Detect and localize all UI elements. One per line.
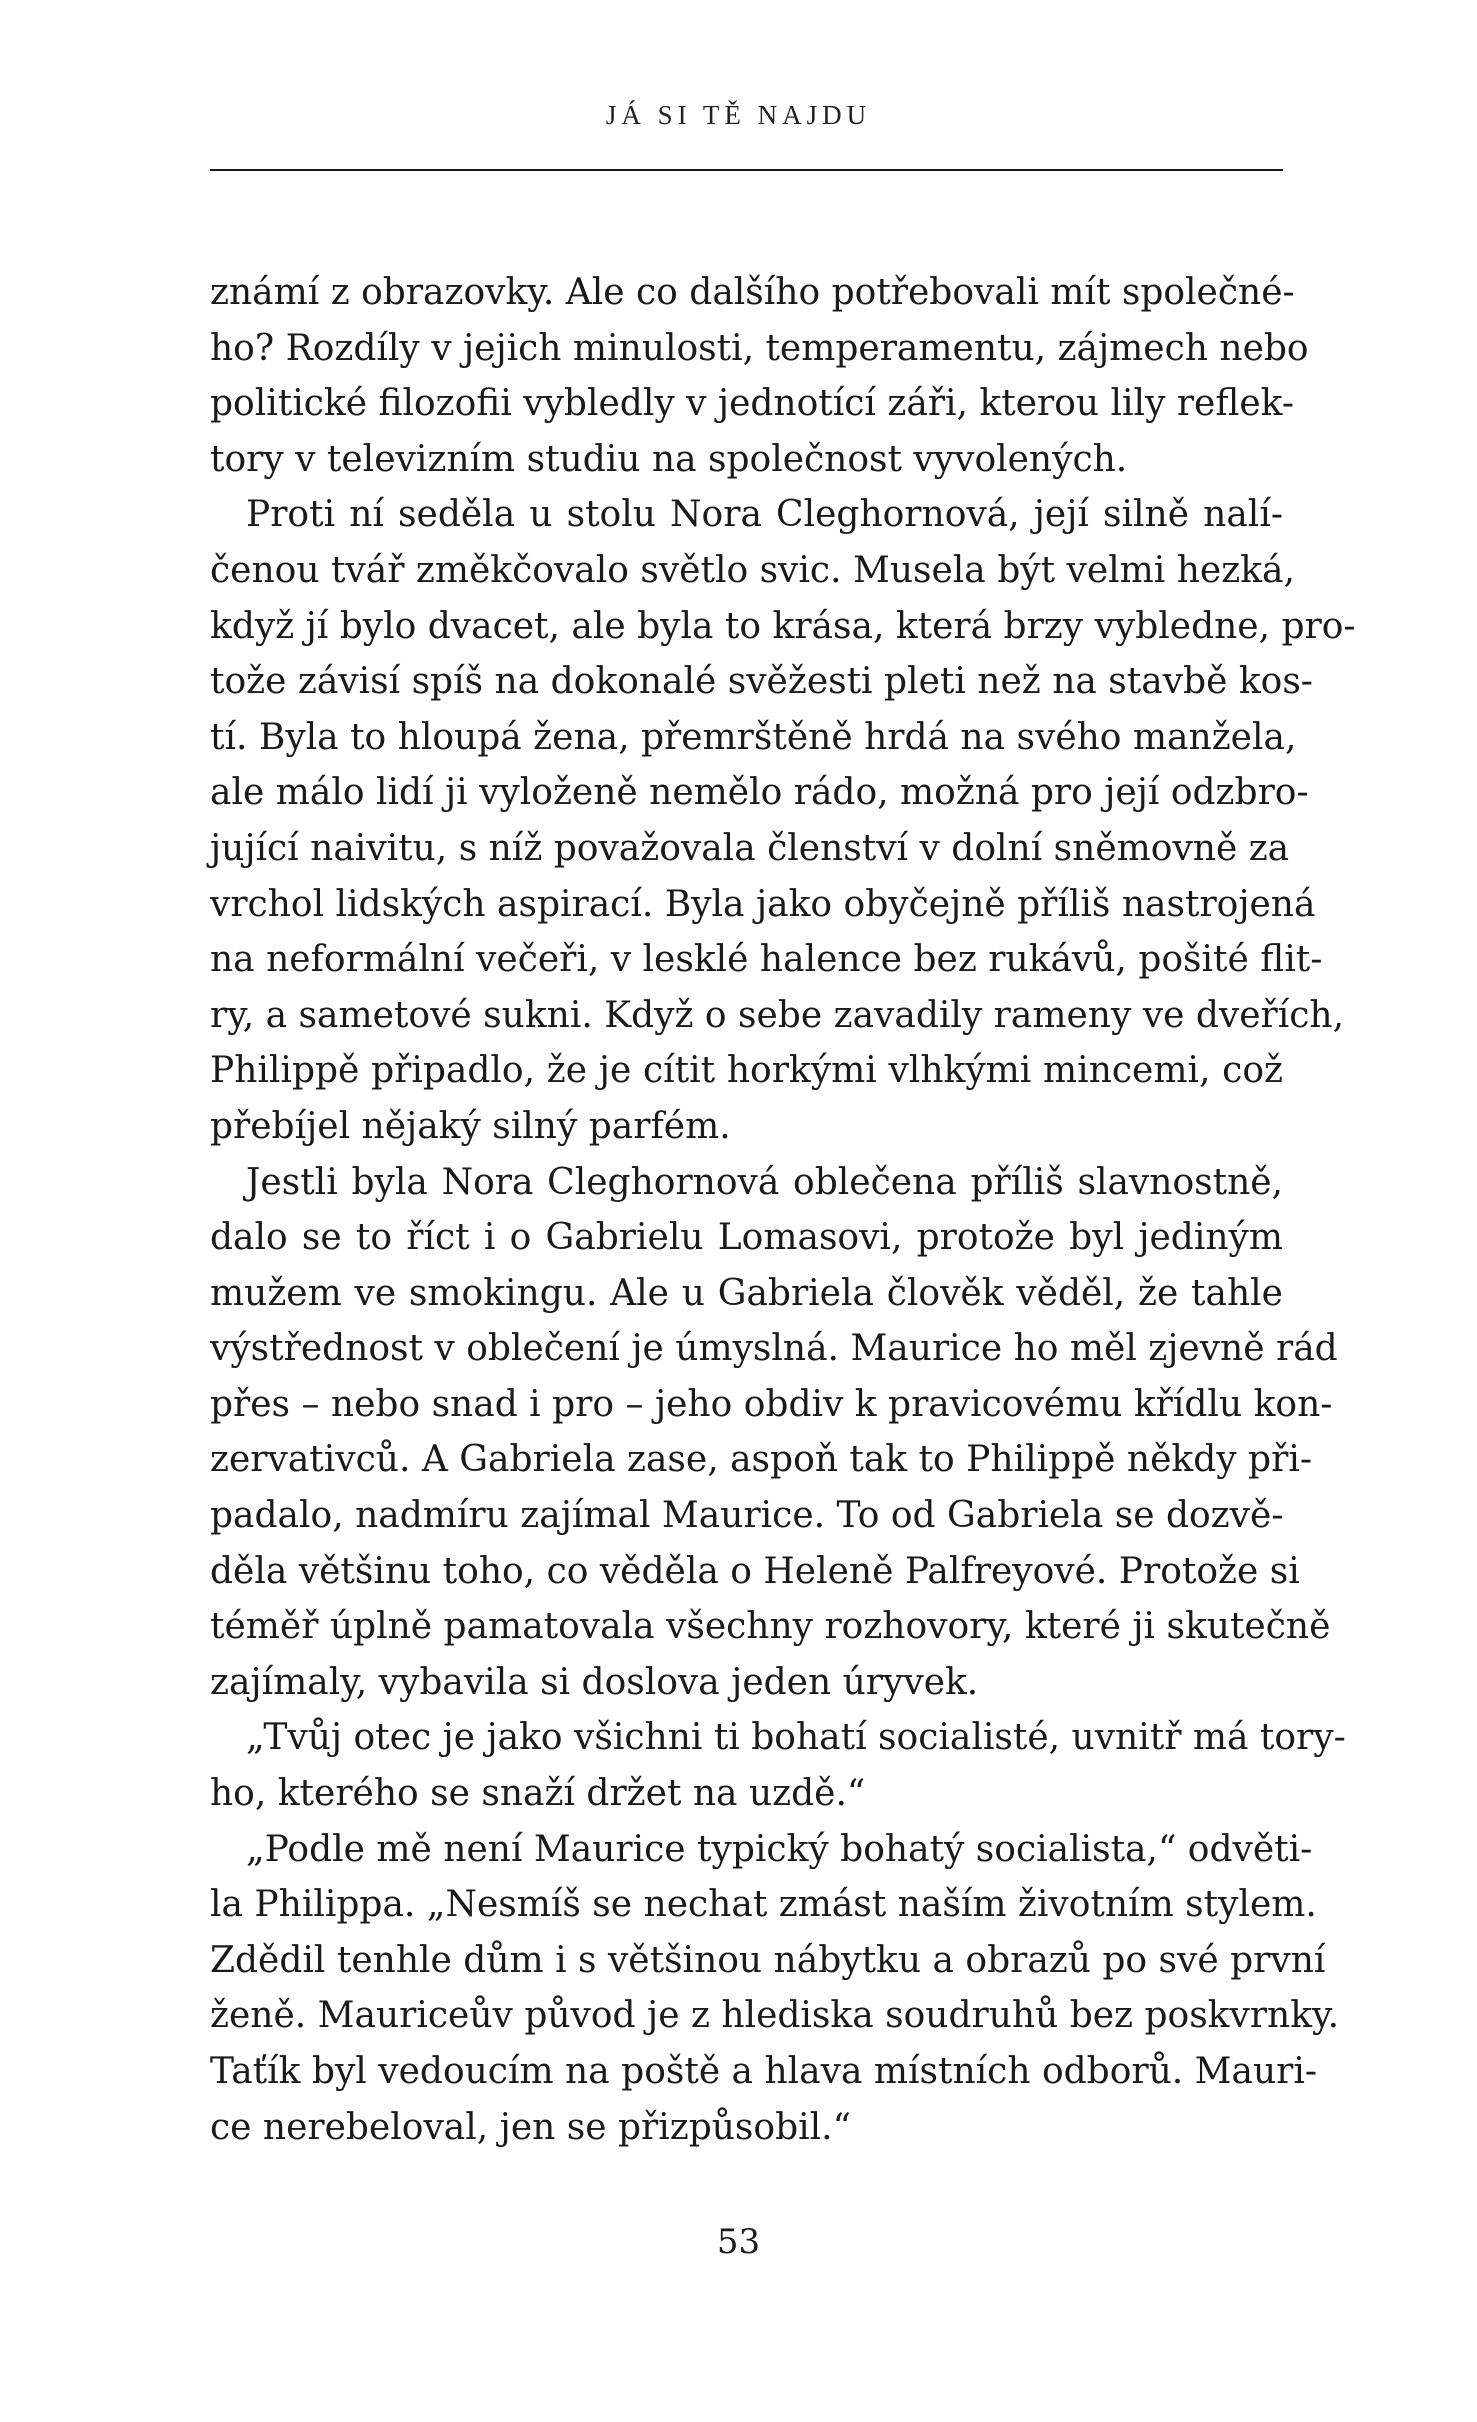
text-line: la Philippa. „Nesmíš se nechat zmást naším životním stylem. [210,1884,1317,1926]
text-line: zajímaly, vybavila si doslova jeden úryvek. [210,1661,979,1703]
text-line: ce nerebeloval, jen se přizpůsobil.“ [210,2106,852,2148]
text-line: vrchol lidských aspirací. Byla jako obyčejně příliš nastrojená [210,883,1316,925]
text-line: Taťík byl vedoucím na poště a hlava místních odborů. Mauri- [210,2051,1318,2092]
text-line: když jí bylo dvacet, ale byla to krása, která brzy vybledne, pro- [210,605,1356,647]
text-line: dalo se to říct i o Gabrielu Lomasovi, protože byl jediným [210,1217,1283,1259]
text-line: Proti ní seděla u stolu Nora Cleghornová, její silně nalí- [246,494,1283,536]
header-rule [210,169,1283,171]
text-line: ho? Rozdíly v jejich minulosti, temperamentu, zájmech nebo [210,327,1309,369]
body-text [210,265,1356,2155]
text-line: ho, kterého se snaží držet na uzdě.“ [210,1773,866,1815]
text-line: zervativců. A Gabriela zase, aspoň tak to Philippě někdy při- [210,1439,1312,1481]
text-line: politické filozofii vybledly v jednotící záři, kterou lily reflek- [210,383,1295,425]
text-line: přebíjel nějaký silný parfém. [210,1105,731,1147]
text-line: ale málo lidí ji vyloženě nemělo rádo, možná pro její odzbro- [210,772,1309,814]
text-line: čenou tvář změkčovalo světlo svic. Musela být velmi hezká, [210,549,1295,591]
text-line: mužem ve smokingu. Ale u Gabriela člověk věděl, že tahle [210,1272,1283,1314]
text-line: známí z obrazovky. Ale co dalšího potřebovali mít společné- [210,272,1295,313]
text-line: děla většinu toho, co věděla o Heleně Palfreyové. Protože si [210,1550,1300,1592]
text-line: Philippě připadlo, že je cítit horkými vlhkými mincemi, což [210,1050,1283,1092]
text-line: Jestli byla Nora Cleghornová oblečena příliš slavnostně, [246,1161,1283,1203]
text-line: tory v televizním studiu na společnost vyvolených. [210,438,1128,480]
text-line: „Podle mě není Maurice typický bohatý socialista,“ odvěti- [246,1828,1313,1870]
text-line: téměř úplně pamatovala všechny rozhovory, které ji skutečně [210,1606,1331,1648]
text-line: výstřednost v oblečení je úmyslná. Maurice ho měl zjevně rád [210,1328,1338,1370]
text-line: „Tvůj otec je jako všichni ti bohatí socialisté, uvnitř má tory- [246,1717,1346,1759]
text-line: Zdědil tenhle dům i s většinou nábytku a obrazů po své první [210,1939,1326,1981]
page-number: 53 [716,2222,761,2262]
running-head-title: JÁ SI TĚ NAJDU [605,100,872,130]
text-line: ry, a sametové sukni. Když o sebe zavadily rameny ve dveřích, [210,994,1345,1036]
text-line: na neformální večeři, v lesklé halence bez rukávů, pošité flit- [210,939,1323,981]
text-line: padalo, nadmíru zajímal Maurice. To od Gabriela se dozvě- [210,1495,1284,1537]
text-line: přes – nebo snad i pro – jeho obdiv k pravicovému křídlu kon- [210,1383,1333,1425]
text-line: jující naivitu, s níž považovala členství v dolní sněmovně za [210,827,1290,869]
text-line: ženě. Mauriceův původ je z hlediska soudruhů bez poskvrnky. [210,1995,1340,2037]
text-line: tí. Byla to hloupá žena, přemrštěně hrdá na svého manžela, [210,716,1297,758]
text-line: tože závisí spíš na dokonalé svěžesti pleti než na stavbě kos- [210,661,1313,703]
